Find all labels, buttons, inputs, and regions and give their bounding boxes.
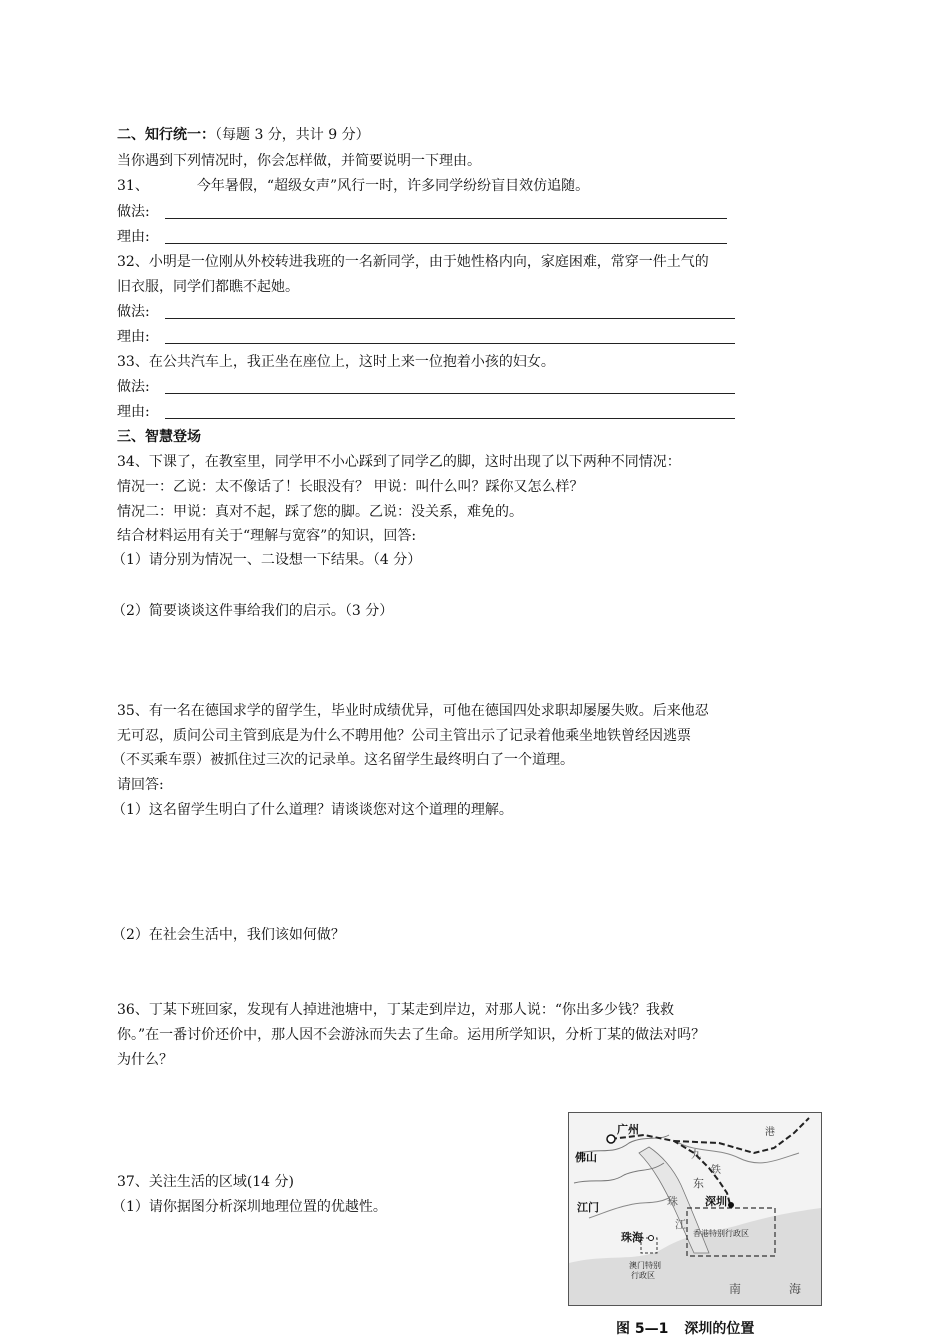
river-south <box>589 1198 669 1218</box>
question-35-line-2: 无可忍，质问公司主管到底是为什么不聘用他？公司主管出示了记录着他乘坐地铁曾经因逃票 <box>117 728 691 744</box>
label-jiu: 九 <box>691 1150 701 1161</box>
section-2-score: （每题 3 分，共计 9 分） <box>215 127 370 143</box>
question-36-line-1: 36、丁某下班回家，发现有人掉进池塘中，丁某走到岸边，对那人说：“你出多少钱？我救 <box>117 1002 674 1018</box>
question-34-case-1: 情况一：乙说：太不像话了！长眼没有？ 甲说：叫什么叫？踩你又怎么样？ <box>117 479 584 495</box>
macau-boundary <box>641 1238 657 1253</box>
label-macau-1: 澳门特别 <box>629 1261 661 1270</box>
question-31 <box>117 176 589 196</box>
q31-method-answer-line[interactable] <box>165 218 727 219</box>
label-zhu: 珠 <box>667 1195 678 1208</box>
q32-reason-answer-line[interactable] <box>165 343 735 344</box>
q31-reason-label: 理由: <box>117 229 150 245</box>
label-nan: 南 <box>729 1282 742 1296</box>
question-32-line-1: 32、小明是一位刚从外校转进我班的一名新同学，由于她性格内向，家庭困难，常穿一件土气的 <box>117 254 709 270</box>
label-xiang: 港 <box>765 1127 775 1138</box>
shenzhen-location-map <box>568 1112 822 1306</box>
question-34-line-1: 34、下课了，在教室里，同学甲不小心踩到了同学乙的脚，这时出现了以下两种不同情况： <box>117 454 681 470</box>
question-37-sub-1: （1）请你据图分析深圳地理位置的优越性。 <box>112 1199 387 1215</box>
question-32-line-2: 旧衣服，同学们都瞧不起她。 <box>117 279 299 295</box>
map-caption-text: 深圳的位置 <box>684 1321 755 1337</box>
question-37-title: 37、关注生活的区域(14 分) <box>117 1174 295 1190</box>
section-3-heading: 三、智慧登场 <box>117 429 201 445</box>
guangzhou-marker <box>607 1135 615 1143</box>
question-36-line-2: 你。”在一番讨价还价中，那人因不会游泳而失去了生命。运用所学知识，分析丁某的做法对吗？ <box>117 1027 706 1043</box>
map-caption <box>616 1318 754 1338</box>
label-guangzhou: 广州 <box>617 1123 639 1136</box>
label-shenzhen: 深圳 <box>705 1195 727 1208</box>
q33-method-label: 做法: <box>117 379 150 395</box>
question-36-line-3: 为什么？ <box>117 1052 173 1068</box>
label-foshan: 佛山 <box>575 1151 597 1164</box>
section-2-heading: 二、知行统一： <box>117 127 215 143</box>
map-graphic <box>569 1113 821 1305</box>
label-zhuhai: 珠海 <box>621 1231 643 1244</box>
label-sea: 海 <box>789 1282 802 1296</box>
label-dong: 东 <box>693 1177 704 1190</box>
question-33: 33、在公共汽车上，我正坐在座位上，这时上来一位抱着小孩的妇女。 <box>117 354 555 370</box>
label-macau-2: 行政区 <box>631 1271 655 1280</box>
label-hong-kong: 香港特别行政区 <box>693 1229 749 1238</box>
q31-reason-answer-line[interactable] <box>165 243 727 244</box>
map-caption-number: 图 5—1 <box>616 1321 669 1337</box>
section-2-intro: 当你遇到下列情况时，你会怎样做，并简要说明一下理由。 <box>117 153 481 169</box>
question-31-text: 今年暑假，“超级女声”风行一时，许多同学纷纷盲目效仿追随。 <box>196 178 590 194</box>
section-2-title <box>117 125 370 145</box>
label-tie: 铁 <box>711 1165 721 1176</box>
q33-reason-label: 理由: <box>117 404 150 420</box>
q32-method-answer-line[interactable] <box>165 318 735 319</box>
question-35-sub-2: （2）在社会生活中，我们该如何做？ <box>112 927 345 943</box>
question-35-line-1: 35、有一名在德国求学的留学生，毕业时成绩优异，可他在德国四处求职却屡屡失败。后来他忍 <box>117 703 709 719</box>
question-34-prompt: 结合材料运用有关于“理解与宽容”的知识，回答: <box>117 528 417 544</box>
zhuhai-marker <box>649 1236 654 1241</box>
label-jiang: 江 <box>675 1218 686 1231</box>
question-34-sub-2: （2）简要谈谈这件事给我们的启示。（3 分） <box>112 603 394 619</box>
shenzhen-marker <box>728 1202 734 1208</box>
q32-method-label: 做法: <box>117 304 150 320</box>
question-35-line-3: （不买乘车票）被抓住过三次的记录单。这名留学生最终明白了一个道理。 <box>112 752 574 768</box>
question-35-prompt: 请回答: <box>117 777 164 793</box>
question-34-case-2: 情况二：甲说：真对不起，踩了您的脚。乙说：没关系，难免的。 <box>117 504 523 520</box>
question-31-number: 31、 <box>117 178 149 194</box>
q33-reason-answer-line[interactable] <box>165 418 735 419</box>
question-35-sub-1: （1）这名留学生明白了什么道理？请谈谈您对这个道理的理解。 <box>112 802 513 818</box>
q32-reason-label: 理由: <box>117 329 150 345</box>
question-34-sub-1: （1）请分别为情况一、二设想一下结果。（4 分） <box>112 552 422 568</box>
label-jiangmen: 江门 <box>577 1201 599 1214</box>
q33-method-answer-line[interactable] <box>165 393 735 394</box>
q31-method-label: 做法: <box>117 204 150 220</box>
